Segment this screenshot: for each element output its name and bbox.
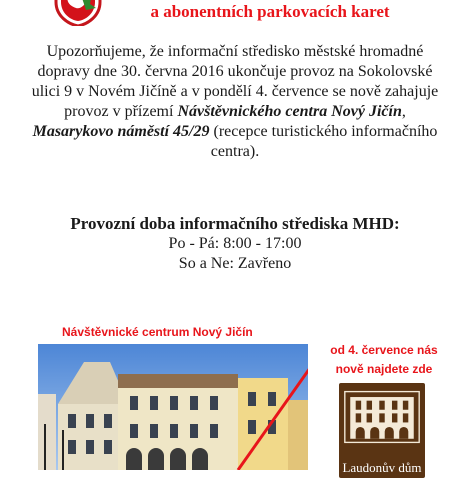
opening-hours: [30, 214, 440, 274]
notice-comma: ,: [401, 103, 406, 120]
visitor-centre-photo: [38, 344, 308, 470]
photo-caption: Návštěvnické centrum Nový Jičín: [62, 325, 253, 339]
coat-of-arms-icon: [52, 0, 104, 26]
notice-part2: (recepce turistického informačního centra).: [209, 123, 438, 160]
notice-place-name: Návštěvnického centra Nový Jičín: [177, 103, 402, 120]
sign-panel: [339, 383, 425, 478]
laudon-house-sign: [334, 378, 430, 475]
notice-part1: Upozorňujeme, že informační středisko městské hromadné dopravy dne 30. června 2016 ukončuje provoz na Sokolovské ulici 9 v Novém Jičíně a v pondělí 4. července se nově zahajuje provoz v přízemí: [31, 43, 439, 120]
opening-hours-weekend: So a Ne: Zavřeno: [178, 255, 292, 272]
new-location-caption-line1: od 4. července nás: [330, 343, 438, 357]
new-location-caption-line2: nově najdete zde: [335, 362, 433, 376]
new-location-caption: [318, 341, 450, 379]
sign-label: Laudonův dům: [342, 460, 422, 475]
notice-address: Masarykovo náměstí 45/29: [32, 123, 210, 140]
building-pictogram-icon: [343, 389, 421, 445]
notice-text: [30, 42, 440, 162]
page-title: a abonentních parkovacích karet: [150, 2, 390, 21]
opening-hours-title: Provozní doba informačního střediska MHD:: [70, 214, 400, 233]
opening-hours-weekdays: Po - Pá: 8:00 - 17:00: [168, 235, 302, 252]
